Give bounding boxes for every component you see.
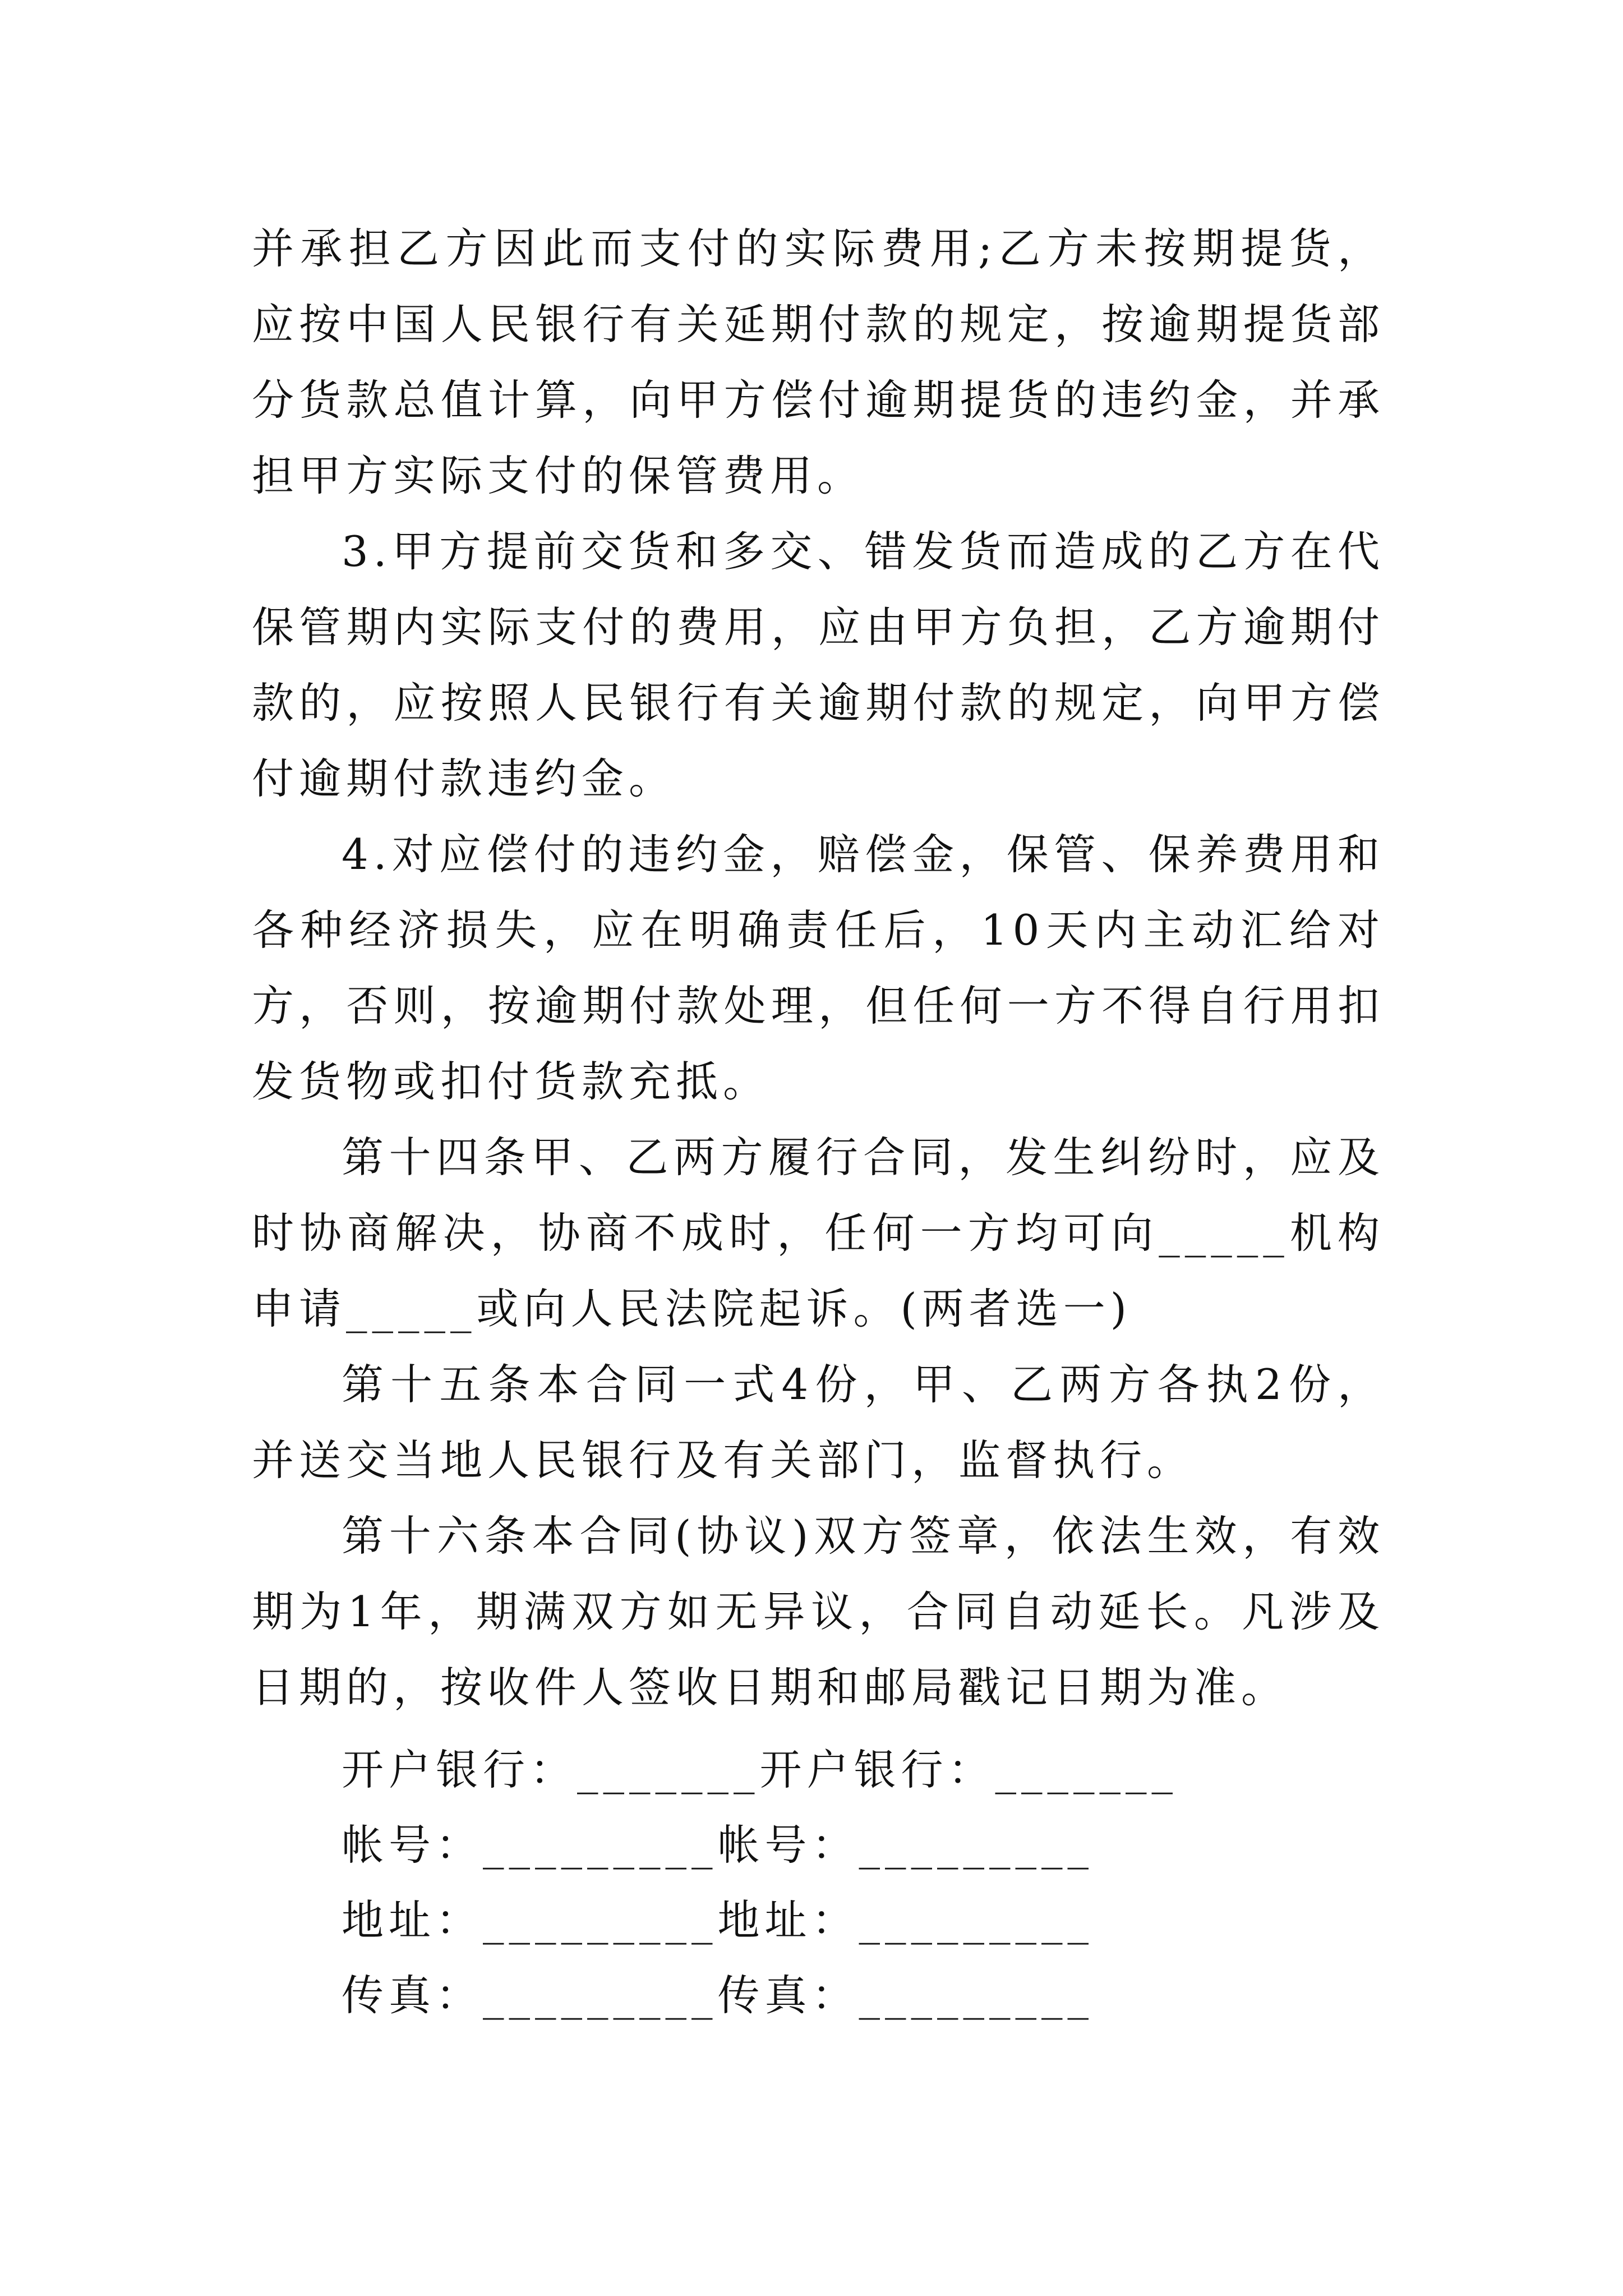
- fax-line: 传真：_________传真：_________: [342, 1971, 1094, 2020]
- paragraph-text: 第十六条本合同(协议)双方签章，依法生效，有效期为1年，期满双方如无异议，合同自动延长。凡涉及日期的，按收件人签收日期和邮局戳记日期为准。: [252, 1511, 1385, 1712]
- article-16: [252, 1498, 1385, 1726]
- address-line: 地址：_________地址：_________: [342, 1895, 1094, 1945]
- article-14: [252, 1120, 1385, 1347]
- contract-body: [252, 211, 1385, 1726]
- article-15: [252, 1347, 1385, 1498]
- paragraph-text: 4.对应偿付的违约金，赔偿金，保管、保养费用和各种经济损失，应在明确责任后，10天内主动汇给对方，否则，按逾期付款处理，但任何一方不得自行用扣发货物或扣付货款充抵。: [252, 830, 1385, 1106]
- paragraph-text: 并承担乙方因此而支付的实际费用;乙方未按期提货，应按中国人民银行有关延期付款的规定，按逾期提货部分货款总值计算，向甲方偿付逾期提货的违约金，并承担甲方实际支付的保管费用。: [252, 224, 1385, 500]
- paragraph-continuation: [252, 211, 1385, 514]
- bank-name-line: 开户银行：_______开户银行：_______: [342, 1745, 1178, 1795]
- clause-3: [252, 514, 1385, 817]
- clause-4: [252, 817, 1385, 1120]
- paragraph-text: 第十五条本合同一式4份，甲、乙两方各执2份，并送交当地人民银行及有关部门，监督执行。: [252, 1360, 1385, 1485]
- paragraph-text: 第十四条甲、乙两方履行合同，发生纠纷时，应及时协商解决，协商不成时，任何一方均可向_____机构申请_____或向人民法院起诉。(两者选一): [252, 1133, 1385, 1333]
- bank-info-block: [342, 1737, 1407, 2037]
- paragraph-text: 3.甲方提前交货和多交、错发货而造成的乙方在代保管期内实际支付的费用，应由甲方负担，乙方逾期付款的，应按照人民银行有关逾期付款的规定，向甲方偿付逾期付款违约金。: [252, 527, 1385, 803]
- account-number-line: 帐号：_________帐号：_________: [342, 1820, 1094, 1870]
